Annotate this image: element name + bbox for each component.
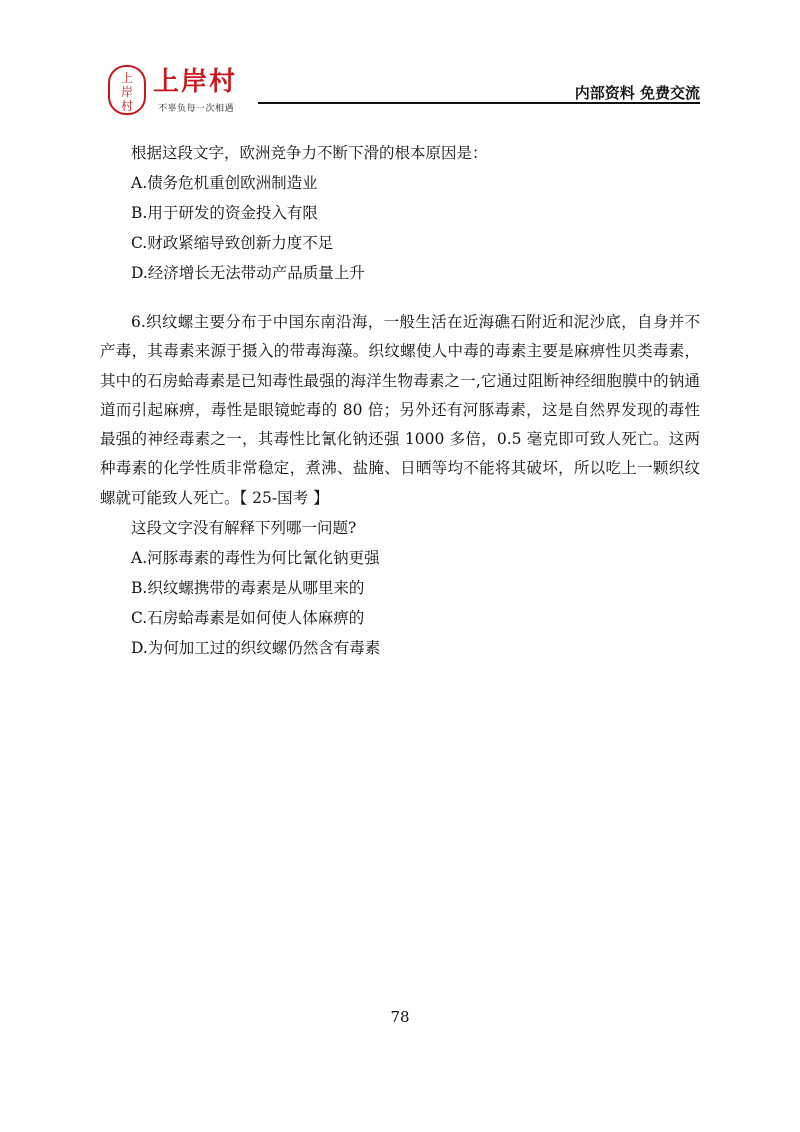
- option-c: C.石房蛤毒素是如何使人体麻痹的: [131, 609, 365, 628]
- option-c: C.财政紧缩导致创新力度不足: [131, 234, 334, 252]
- seal-char: 岸: [120, 85, 133, 99]
- option-d: D.经济增长无法带动产品质量上升: [131, 264, 365, 282]
- option-a: A.债务危机重创欧洲制造业: [131, 174, 318, 192]
- question-stem: 根据这段文字，欧洲竞争力不断下滑的根本原因是：: [131, 144, 488, 162]
- seal-char: 村: [120, 99, 133, 113]
- option-a: A.河豚毒素的毒性为何比氰化钠更强: [131, 549, 380, 568]
- seal-char: 上: [120, 71, 133, 85]
- header-note: 内部资料 免费交流: [574, 84, 700, 102]
- brand-name: 上岸村: [153, 67, 238, 97]
- option-b: B.织纹螺携带的毒素是从哪里来的: [131, 579, 365, 598]
- question-stem: 这段文字没有解释下列哪一问题?: [131, 519, 357, 538]
- option-b: B.用于研发的资金投入有限: [131, 204, 318, 222]
- page-header: [0, 0, 800, 114]
- header-divider: [258, 102, 700, 104]
- option-d: D.为何加工过的织纹螺仍然含有毒素: [131, 639, 381, 658]
- brand-slogan: 不辜负每一次相遇: [158, 104, 235, 114]
- question-passage: 6.织纹螺主要分布于中国东南沿海，一般生活在近海礁石附近和泥沙底，自身并不产毒，其毒素来源于摄入的带毒海藻。织纹螺使人中毒的毒素主要是麻痹性贝类毒素，其中的石房蛤毒素是已知毒性最强的海洋生物毒素之一,它通过阻断神经细胞膜中的钠通道而引起麻痹，毒性是眼镜蛇毒的 80 倍；另外还有河豚毒素，这是自然界发现的毒性最强的神经毒素之一，其毒性比氰化钠还强 1000 多倍，0.5 毫克即可致人死亡。这两种毒素的化学性质非常稳定，煮沸、盐腌、日晒等均不能将其破坏，所以吃上一颗织纹螺就可能致人死亡。【 25-国考 】: [100, 313, 700, 507]
- page-content: [100, 138, 700, 663]
- page-number: 78: [390, 1008, 410, 1026]
- logo-seal: [108, 65, 146, 115]
- spacer: [100, 288, 700, 308]
